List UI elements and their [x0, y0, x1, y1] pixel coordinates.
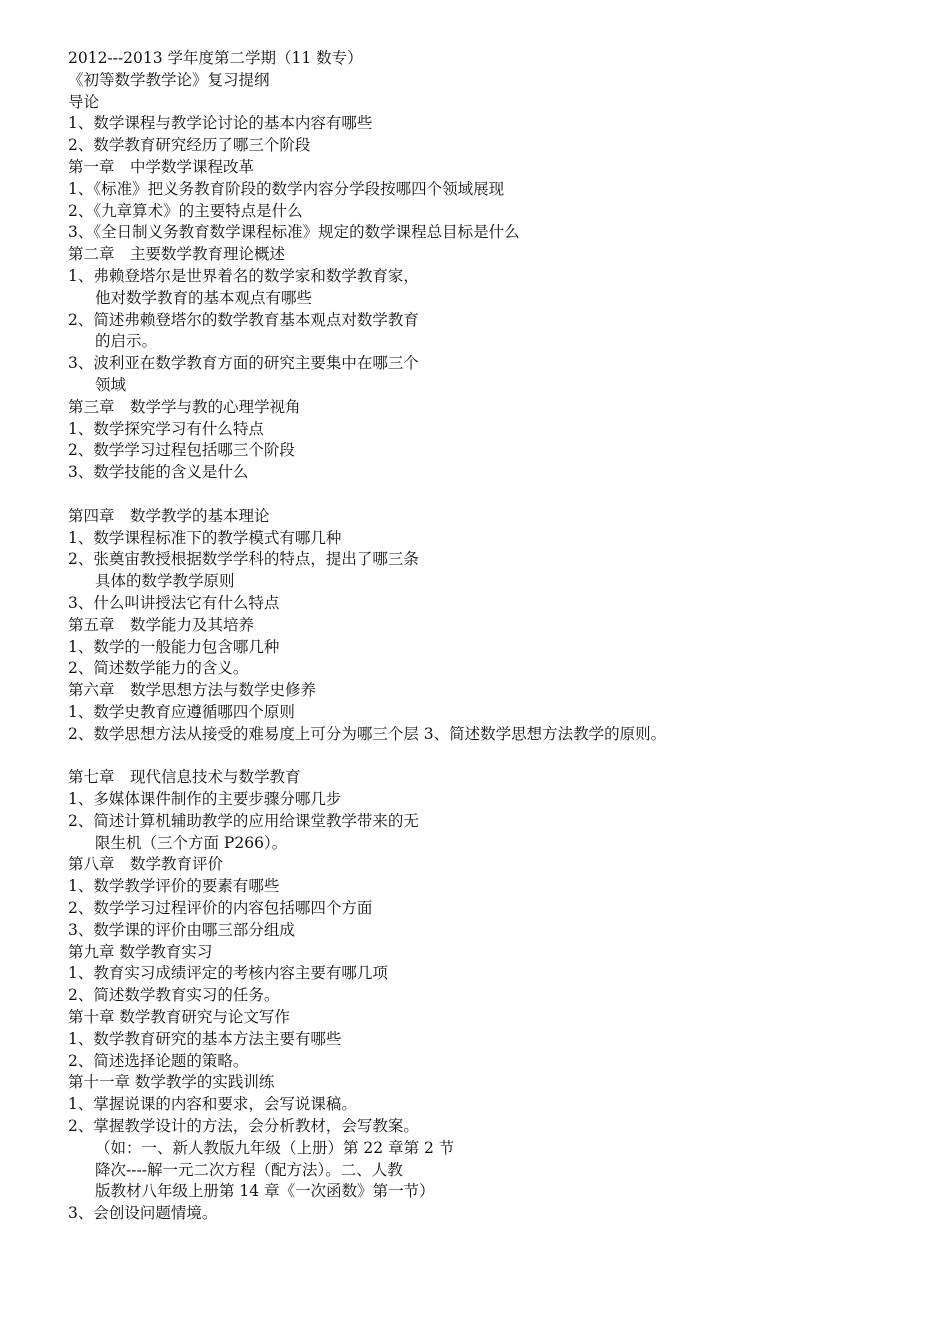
section-title-intro: 导论 [68, 92, 100, 111]
section-title-chapter-5: 第五章 数学能力及其培养 [68, 615, 255, 634]
document-page [68, 48, 928, 1225]
question-item: 1、多媒体课件制作的主要步骤分哪几步 [68, 790, 342, 809]
question-item: 1、掌握说课的内容和要求，会写说课稿。 [68, 1095, 357, 1114]
question-item: 1、数学教学评价的要素有哪些 [68, 877, 280, 896]
question-item: 3、数学技能的含义是什么 [68, 463, 249, 482]
question-item: 1、数学教育研究的基本方法主要有哪些 [68, 1029, 342, 1048]
question-item: 2、数学学习过程评价的内容包括哪四个方面 [68, 899, 373, 918]
question-item-continuation: （如：一、新人教版九年级（上册）第 22 章第 2 节 [95, 1138, 455, 1157]
question-item: 1、数学课程标准下的教学模式有哪几种 [68, 528, 342, 547]
section-title-chapter-8: 第八章 数学教育评价 [68, 855, 224, 874]
section-title-chapter-10: 第十章 数学教育研究与论文写作 [68, 1008, 290, 1027]
question-item: 2、简述数学教育实习的任务。 [68, 986, 280, 1005]
blank-line [68, 746, 928, 768]
question-item-continuation: 的启示。 [95, 332, 158, 351]
question-item: 3、什么叫讲授法它有什么特点 [68, 593, 280, 612]
section-title-chapter-6: 第六章 数学思想方法与数学史修养 [68, 681, 317, 700]
question-item: 1、数学课程与教学论讨论的基本内容有哪些 [68, 114, 373, 133]
question-item: 1、数学探究学习有什么特点 [68, 419, 264, 438]
question-item-continuation: 版教材八年级上册第 14 章《一次函数》第一节） [95, 1182, 435, 1201]
question-item: 1、教育实习成绩评定的考核内容主要有哪几项 [68, 964, 388, 983]
question-item-continuation: 具体的数学教学原则 [95, 572, 235, 591]
question-item: 2、《九章算术》的主要特点是什么 [68, 201, 303, 220]
question-item-continuation: 他对数学教育的基本观点有哪些 [95, 288, 313, 307]
question-item: 3、会创设问题情境。 [68, 1204, 218, 1223]
question-item: 2、数学思想方法从接受的难易度上可分为哪三个层 3、简述数学思想方法教学的原则。 [68, 724, 667, 743]
section-title-chapter-2: 第二章 主要数学教育理论概述 [68, 245, 286, 264]
question-item: 3、数学课的评价由哪三部分组成 [68, 920, 295, 939]
question-item-continuation: 限生机（三个方面 P266）。 [95, 833, 288, 852]
question-item: 1、《标准》把义务教育阶段的数学内容分学段按哪四个领域展现 [68, 179, 505, 198]
question-item-continuation: 领域 [95, 375, 127, 394]
blank-line [68, 484, 928, 506]
question-item: 2、数学教育研究经历了哪三个阶段 [68, 136, 311, 155]
document-heading-term: 2012---2013 学年度第二学期（11 数专） [68, 49, 363, 67]
question-item: 2、简述计算机辅助教学的应用给课堂教学带来的无 [68, 811, 419, 830]
section-title-chapter-3: 第三章 数学学与教的心理学视角 [68, 397, 301, 416]
question-item: 2、张奠宙教授根据数学学科的特点，提出了哪三条 [68, 550, 419, 569]
section-title-chapter-1: 第一章 中学数学课程改革 [68, 157, 255, 176]
document-heading-title: 《初等数学教学论》复习提纲 [68, 70, 270, 89]
question-item: 3、波利亚在数学教育方面的研究主要集中在哪三个 [68, 354, 419, 373]
question-item: 1、弗赖登塔尔是世界着名的数学家和数学教育家， [68, 266, 419, 285]
question-item: 3、《全日制义务教育数学课程标准》规定的数学课程总目标是什么 [68, 223, 520, 242]
question-item: 2、简述数学能力的含义。 [68, 659, 249, 678]
question-item: 2、数学学习过程包括哪三个阶段 [68, 441, 295, 460]
section-title-chapter-9: 第九章 数学教育实习 [68, 942, 213, 961]
question-item: 2、掌握教学设计的方法，会分析教材，会写教案。 [68, 1117, 419, 1136]
question-item: 1、数学史教育应遵循哪四个原则 [68, 702, 295, 721]
section-title-chapter-11: 第十一章 数学教学的实践训练 [68, 1073, 275, 1092]
section-title-chapter-7: 第七章 现代信息技术与数学教育 [68, 768, 301, 787]
question-item-continuation: 降次----解一元二次方程（配方法）。二、人教 [95, 1160, 403, 1179]
question-item: 2、简述弗赖登塔尔的数学教育基本观点对数学教育 [68, 310, 419, 329]
section-title-chapter-4: 第四章 数学教学的基本理论 [68, 506, 270, 525]
question-item: 1、数学的一般能力包含哪几种 [68, 637, 280, 656]
question-item: 2、简述选择论题的策略。 [68, 1051, 249, 1070]
